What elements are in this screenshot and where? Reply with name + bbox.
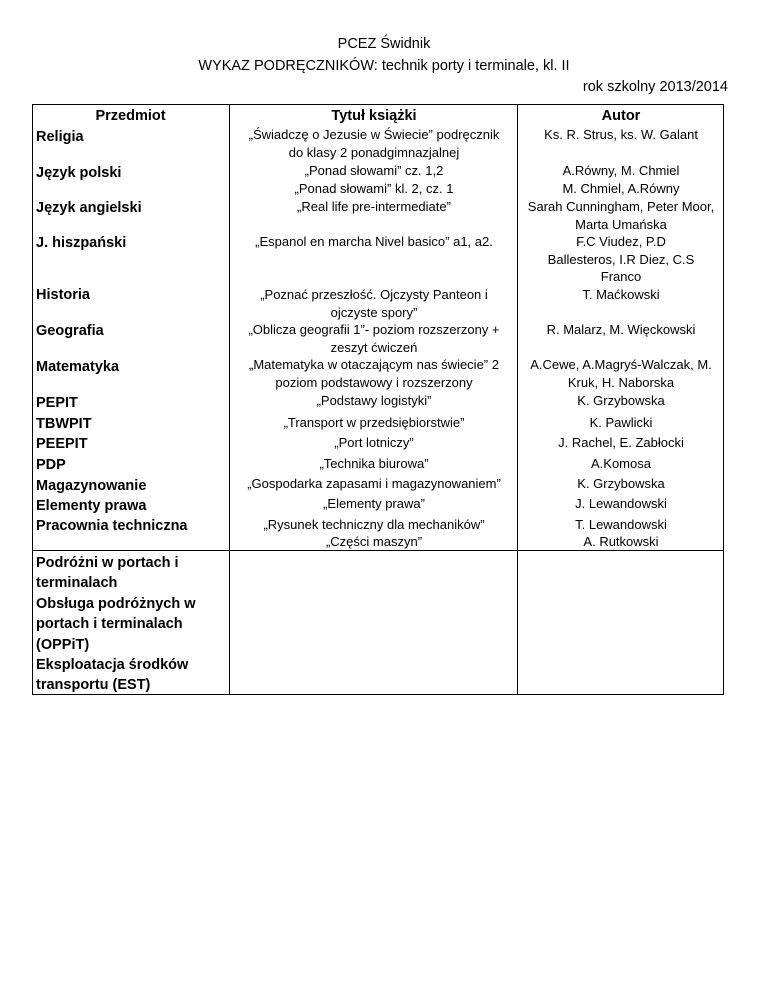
book-title-cell: „Espanol en marcha Nivel basico” a1, a2. [255,234,493,249]
subject-cell: portach i terminalach [36,616,183,632]
author-cell: Kruk, H. Naborska [567,375,675,390]
school-year: rok szkolny 2013/2014 [582,79,728,95]
book-title-cell: ojczyste spory” [330,305,418,320]
document-title: WYKAZ PODRĘCZNIKÓW: technik porty i terminale, kl. II [198,58,570,74]
subject-cell: Podróżni w portach i [36,555,179,571]
author-cell: T. Maćkowski [582,287,660,302]
column-header-author: Autor [601,108,641,124]
subject-cell: PDP [36,457,66,473]
subject-cell: PEPIT [36,395,78,411]
book-title-cell: „Oblicza geografii 1”- poziom rozszerzony + [248,322,500,337]
subject-cell: Język angielski [36,200,142,216]
book-title-cell: „Poznać przeszłość. Ojczysty Panteon i [260,287,488,302]
author-cell: T. Lewandowski [575,517,667,532]
book-title-cell: „Ponad słowami” kl. 2, cz. 1 [294,181,454,196]
book-title-cell: „Matematyka w otaczającym nas świecie” 2 [249,357,499,372]
subject-cell: (OPPiT) [36,637,90,653]
author-cell: K. Grzybowska [577,476,665,491]
book-title-cell: „Części maszyn” [325,534,423,549]
book-title-cell: „Rysunek techniczny dla mechaników” [263,517,485,532]
author-cell: J. Lewandowski [575,496,667,511]
author-cell: F.C Viudez, P.D [576,234,666,249]
author-cell: A.Komosa [591,456,651,471]
author-cell: Ks. R. Strus, ks. W. Galant [544,127,698,142]
book-title-cell: „Elementy prawa” [323,496,425,511]
book-title-cell: zeszyt ćwiczeń [330,340,418,355]
book-title-cell: „Port lotniczy” [334,435,414,450]
author-cell: A.Równy, M. Chmiel [562,163,680,178]
book-title-cell: „Ponad słowami” cz. 1,2 [304,163,444,178]
subject-cell: terminalach [36,575,118,591]
subject-cell: Geografia [36,323,104,339]
author-cell: J. Rachel, E. Zabłocki [558,435,684,450]
subject-cell: Religia [36,129,84,145]
subject-cell: PEEPIT [36,436,88,452]
book-title-cell: do klasy 2 ponadgimnazjalnej [288,145,460,160]
book-title-cell: „Podstawy logistyki” [316,393,432,408]
author-cell: Marta Umańska [575,217,667,232]
subject-cell: TBWPIT [36,416,92,432]
subject-cell: J. hiszpański [36,235,127,251]
subject-cell: Pracownia techniczna [36,518,188,534]
subject-cell: Matematyka [36,359,120,375]
author-cell: A.Cewe, A.Magryś-Walczak, M. [530,357,712,372]
author-cell: Franco [600,269,642,284]
author-cell: Ballesteros, I.R Diez, C.S [547,252,695,267]
subject-cell: Magazynowanie [36,478,147,494]
book-title-cell: poziom podstawowy i rozszerzony [275,375,473,390]
subject-cell: Obsługa podróżnych w [36,596,196,612]
subject-cell: Język polski [36,165,122,181]
subject-cell: Elementy prawa [36,498,147,514]
subject-cell: Eksploatacja środków [36,657,189,673]
column-header-subject: Przedmiot [95,108,166,124]
book-title-cell: „Gospodarka zapasami i magazynowaniem” [247,476,501,491]
column-header-title: Tytuł książki [331,108,417,124]
author-cell: K. Pawlicki [589,415,653,430]
author-cell: K. Grzybowska [577,393,665,408]
book-title-cell: „Świadczę o Jezusie w Świecie” podręcznik [248,127,500,142]
author-cell: A. Rutkowski [583,534,659,549]
book-title-cell: „Real life pre-intermediate” [297,199,451,214]
book-title-cell: „Transport w przedsiębiorstwie” [283,415,465,430]
subject-cell: Historia [36,287,90,303]
subject-cell: transportu (EST) [36,677,151,693]
book-title-cell: „Technika biurowa” [319,456,429,471]
author-cell: Sarah Cunningham, Peter Moor, [527,199,715,214]
author-cell: R. Malarz, M. Więckowski [546,322,696,337]
school-name: PCEZ Świdnik [337,36,431,52]
author-cell: M. Chmiel, A.Równy [562,181,680,196]
